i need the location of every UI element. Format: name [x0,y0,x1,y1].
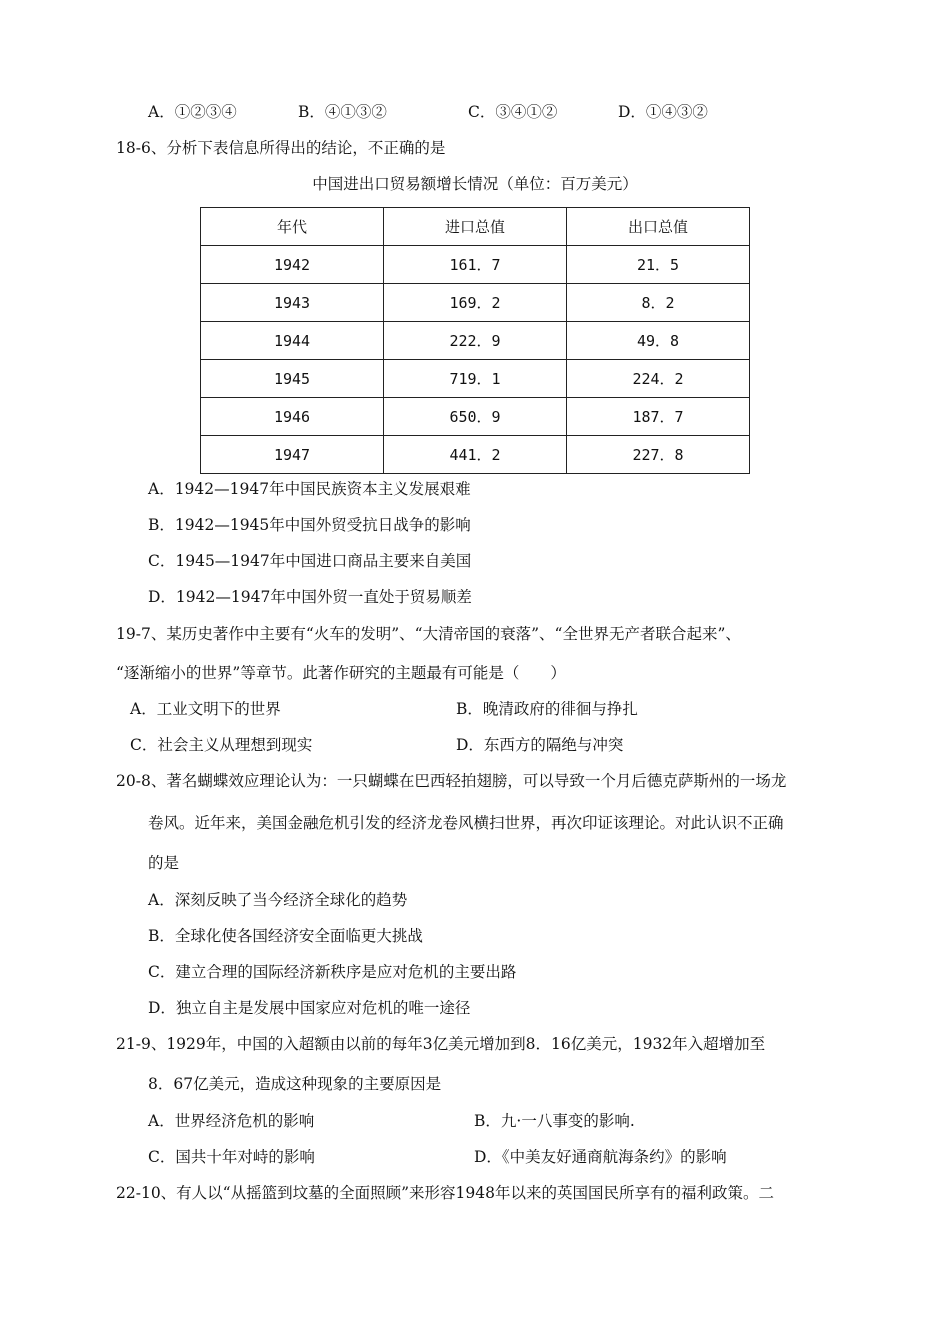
table-cell: 441．2 [384,436,567,474]
q21-option-c: C．国共十年对峙的影响 [148,1148,315,1166]
q19-stem-line2: “逐渐缩小的世界”等章节。此著作研究的主题最有可能是（ ） [116,664,566,682]
q18-option-b: B．1942—1945年中国外贸受抗日战争的影响 [148,516,471,534]
q18-stem: 18-6、分析下表信息所得出的结论，不正确的是 [116,139,446,157]
table-cell: 224．2 [567,360,750,398]
q18-option-a: A．1942—1947年中国民族资本主义发展艰难 [148,480,471,498]
q21-option-d: D．《中美友好通商航海条约》的影响 [474,1148,727,1166]
table-cell: 1946 [201,398,384,436]
table-header-cell: 年代 [201,208,384,246]
q19-option-d: D．东西方的隔绝与冲突 [456,736,624,754]
table-cell: 719．1 [384,360,567,398]
q21-option-a: A．世界经济危机的影响 [148,1112,315,1130]
table-cell: 187．7 [567,398,750,436]
table-cell: 8．2 [567,284,750,322]
q19-option-a: A．工业文明下的世界 [130,700,281,718]
table-cell: 161．7 [384,246,567,284]
q21-stem-line1: 21-9、1929年，中国的入超额由以前的每年3亿美元增加到8．16亿美元，1932年入超增加至 [116,1035,766,1053]
table-cell: 1947 [201,436,384,474]
table-row [201,284,750,322]
table-caption: 中国进出口贸易额增长情况（单位：百万美元） [312,175,638,193]
table-cell: 1943 [201,284,384,322]
table-header-row [201,208,750,246]
table-header-cell: 进口总值 [384,208,567,246]
q17-option-c: C．③④①② [468,103,558,121]
trade-table [200,207,750,474]
table-cell: 222．9 [384,322,567,360]
table-cell: 1942 [201,246,384,284]
table-cell: 21．5 [567,246,750,284]
table-row [201,360,750,398]
q17-option-d: D．①④③② [618,103,708,121]
q20-stem-line2: 卷风。近年来，美国金融危机引发的经济龙卷风横扫世界，再次印证该理论。对此认识不正确 [148,814,784,832]
q17-option-a: A．①②③④ [148,103,237,121]
q20-option-c: C．建立合理的国际经济新秩序是应对危机的主要出路 [148,963,517,981]
q20-option-b: B．全球化使各国经济安全面临更大挑战 [148,927,423,945]
table-row [201,436,750,474]
table-row [201,398,750,436]
q18-option-c: C．1945—1947年中国进口商品主要来自美国 [148,552,472,570]
q20-stem-line1: 20-8、著名蝴蝶效应理论认为：一只蝴蝶在巴西轻拍翅膀，可以导致一个月后德克萨斯州的一场龙 [116,772,787,790]
table-cell: 650．9 [384,398,567,436]
q21-stem-line2: 8．67亿美元，造成这种现象的主要原因是 [148,1075,442,1093]
q17-option-b: B．④①③② [298,103,387,121]
q18-option-d: D．1942—1947年中国外贸一直处于贸易顺差 [148,588,472,606]
q19-option-b: B．晚清政府的徘徊与挣扎 [456,700,638,718]
table-row [201,322,750,360]
table-cell: 1944 [201,322,384,360]
table-header-cell: 出口总值 [567,208,750,246]
q20-option-a: A．深刻反映了当今经济全球化的趋势 [148,891,408,909]
table-cell: 49．8 [567,322,750,360]
table-cell: 227．8 [567,436,750,474]
table-cell: 1945 [201,360,384,398]
q20-option-d: D．独立自主是发展中国家应对危机的唯一途径 [148,999,471,1017]
table-row [201,246,750,284]
q19-stem-line1: 19-7、某历史著作中主要有“火车的发明”、“大清帝国的衰落”、“全世界无产者联合起来”、 [116,625,741,643]
table-cell: 169．2 [384,284,567,322]
q20-stem-line3: 的是 [148,854,180,872]
q22-stem-line1: 22-10、有人以“从摇篮到坟墓的全面照顾”来形容1948年以来的英国国民所享有的福利政策。二 [116,1184,774,1202]
q21-option-b: B．九·一八事变的影响. [474,1112,635,1130]
q19-option-c: C．社会主义从理想到现实 [130,736,313,754]
